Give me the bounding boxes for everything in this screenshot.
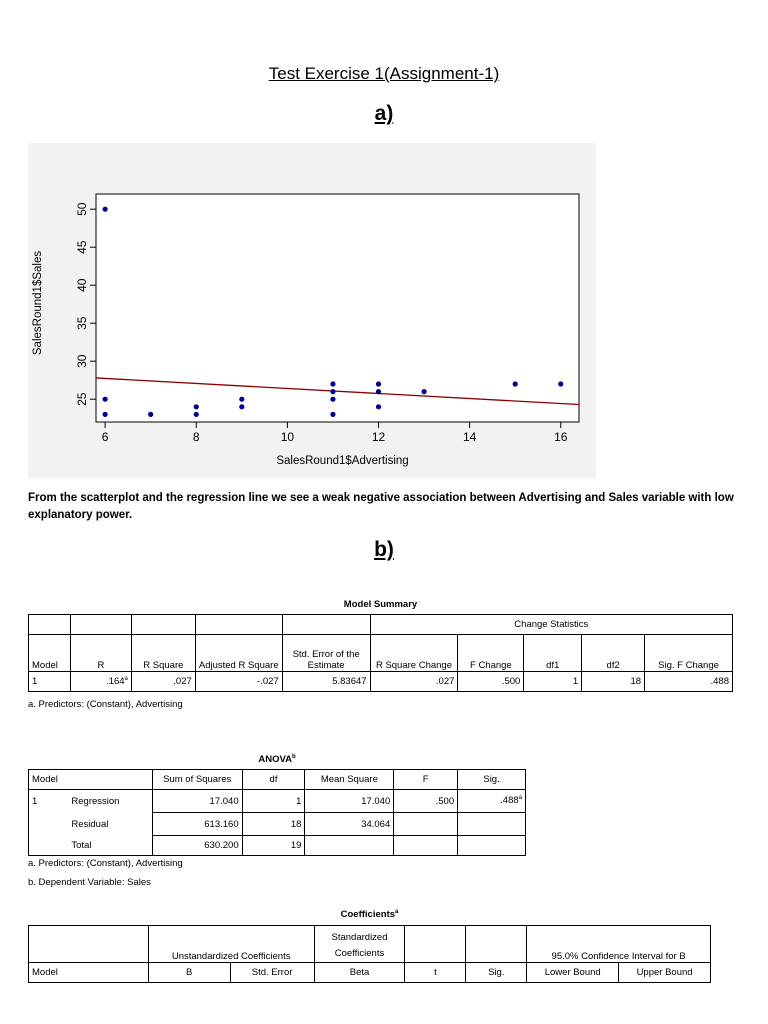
y-tick-label: 25 [75, 392, 89, 406]
col-df1: df1 [524, 635, 582, 672]
col-df2: df2 [582, 635, 645, 672]
coef-col-sig: Sig. [466, 963, 527, 983]
data-point [239, 404, 244, 409]
cell-r-square: .027 [131, 672, 195, 692]
anova-cell: .500 [394, 790, 458, 813]
anova-note-a: a. Predictors: (Constant), Advertising [28, 858, 183, 869]
anova-col-sig: Sig. [458, 770, 526, 790]
coefficients-table [28, 925, 711, 983]
y-tick-label: 50 [75, 202, 89, 216]
cell-std-error: 5.83647 [282, 672, 370, 692]
col-r-square: R Square [131, 635, 195, 672]
anova-col-f: F [394, 770, 458, 790]
data-point [330, 389, 335, 394]
coef-col-upper-bound: Upper Bound [619, 963, 711, 983]
y-tick-label: 30 [75, 354, 89, 368]
page-title: Test Exercise 1(Assignment-1) [268, 64, 500, 83]
data-point [194, 412, 199, 417]
x-tick-label: 16 [554, 430, 568, 444]
col-adjusted-r-square: Adjusted R Square [195, 635, 282, 672]
anova-cell [394, 813, 458, 836]
anova-table [28, 769, 526, 856]
anova-row-label: Regression [68, 790, 152, 813]
anova-col-sum-squares: Sum of Squares [152, 770, 242, 790]
data-point [330, 381, 335, 386]
anova-cell: 17.040 [152, 790, 242, 813]
data-point [330, 397, 335, 402]
data-point [376, 381, 381, 386]
data-point [421, 389, 426, 394]
y-tick-label: 35 [75, 316, 89, 330]
anova-row-label: Residual [68, 813, 152, 836]
coef-col-b: B [148, 963, 230, 983]
interpretation-paragraph: From the scatterplot and the regression line we see a weak negative association between Advertising and Sales variable with low explanatory power. [28, 492, 734, 521]
data-point [103, 412, 108, 417]
cell-model: 1 [29, 672, 71, 692]
coef-col-model: Model [29, 963, 149, 983]
anova-cell [458, 813, 526, 836]
anova-cell: 17.040 [305, 790, 394, 813]
cell-adjusted-r-square: -.027 [195, 672, 282, 692]
data-point [194, 404, 199, 409]
col-std-error-estimate: Std. Error of the Estimate [282, 635, 370, 672]
x-tick-label: 12 [371, 430, 386, 444]
anova-row-label: Total [68, 836, 152, 856]
model-summary-table [28, 614, 733, 692]
cell-f-change: .500 [458, 672, 524, 692]
anova-cell [305, 836, 394, 856]
cell-r: .164$^a$ [70, 672, 131, 692]
data-point [103, 397, 108, 402]
col-r-square-change: R Square Change [370, 635, 458, 672]
cell-df2: 18 [582, 672, 645, 692]
coef-col-beta: Beta [314, 963, 405, 983]
anova-col-df: df [242, 770, 305, 790]
coef-col-std-error: Std. Error [230, 963, 314, 983]
anova-cell [394, 836, 458, 856]
data-point [558, 381, 563, 386]
y-tick-label: 40 [75, 278, 89, 292]
x-tick-label: 14 [462, 430, 477, 444]
data-point [148, 412, 153, 417]
col-r: R [70, 635, 131, 672]
anova-cell [458, 836, 526, 856]
col-sig-f-change: Sig. F Change [645, 635, 733, 672]
anova-cell: 19 [242, 836, 305, 856]
model-summary-note: a. Predictors: (Constant), Advertising [28, 699, 183, 710]
y-tick-label: 45 [75, 240, 89, 254]
scatter-plot [28, 143, 596, 478]
scatter-plot-panel [28, 143, 596, 478]
x-tick-label: 6 [101, 430, 109, 444]
y-axis-label: SalesRound1$Sales [32, 250, 44, 356]
cell-sig-f-change: .488 [645, 672, 733, 692]
col-model: Model [29, 635, 71, 672]
anova-cell: 613.160 [152, 813, 242, 836]
x-tick-label: 10 [280, 430, 295, 444]
anova-cell: .488$^a$ [458, 790, 526, 813]
section-a-heading: a) [374, 102, 394, 125]
anova-cell: 1 [242, 790, 305, 813]
plot-frame [96, 194, 579, 422]
anova-cell: 630.200 [152, 836, 242, 856]
data-point [376, 404, 381, 409]
col-f-change: F Change [458, 635, 524, 672]
x-axis-label: SalesRound1$Advertising [276, 455, 409, 467]
anova-col-mean-square: Mean Square [305, 770, 394, 790]
change-statistics-header: Change Statistics [370, 615, 732, 635]
confidence-interval-header: 95.0% Confidence Interval for B [527, 926, 711, 963]
data-point [513, 381, 518, 386]
coef-col-t: t [405, 963, 466, 983]
anova-caption: ANOVA$^b$ [258, 754, 296, 766]
model-summary-caption: Model Summary [343, 599, 418, 610]
anova-col-model: Model [29, 770, 153, 790]
standardized-coefficients-header: Standardized Coefficients [314, 926, 405, 963]
anova-note-b: b. Dependent Variable: Sales [28, 877, 151, 888]
section-b-heading: b) [374, 538, 394, 561]
data-point [103, 207, 108, 212]
anova-cell: 34.064 [305, 813, 394, 836]
coefficients-caption: Coefficients$^a$ [340, 909, 399, 921]
coef-col-lower-bound: Lower Bound [527, 963, 619, 983]
unstandardized-coefficients-header: Unstandardized Coefficients [148, 926, 314, 963]
data-point [376, 389, 381, 394]
data-point [330, 412, 335, 417]
anova-model-number: 1 [29, 790, 69, 813]
x-tick-label: 8 [192, 430, 200, 444]
data-point [239, 397, 244, 402]
anova-cell: 18 [242, 813, 305, 836]
cell-df1: 1 [524, 672, 582, 692]
cell-r-square-change: .027 [370, 672, 458, 692]
